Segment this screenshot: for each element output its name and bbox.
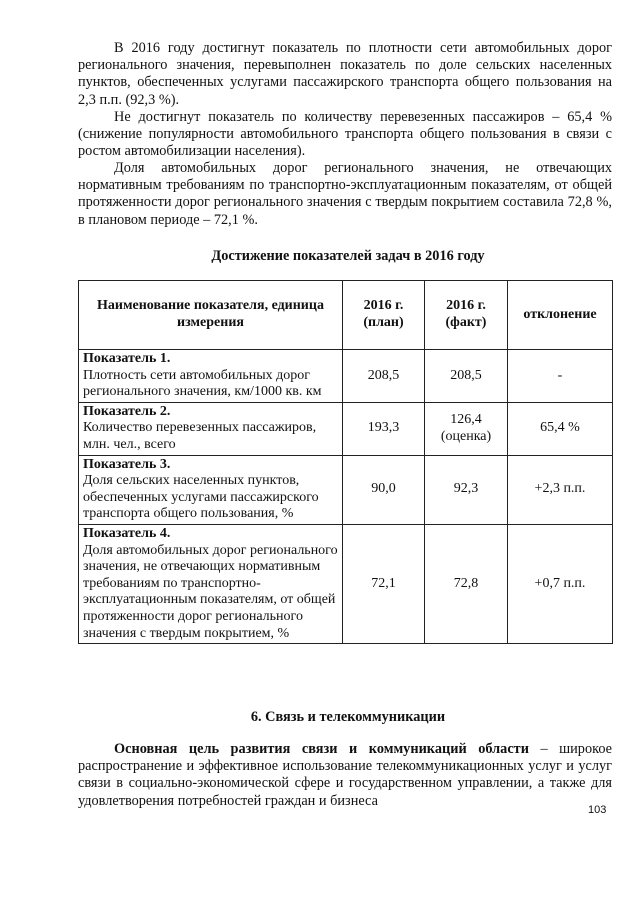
paragraph-roads-density: [78, 40, 612, 109]
indicator-name-cell: [79, 524, 343, 643]
paragraph-telecom-goal: [78, 741, 612, 810]
table-row: [79, 350, 613, 403]
deviation-value: +2,3 п.п.: [508, 455, 613, 524]
table-row: [79, 402, 613, 455]
indicator-description: Плотность сети автомобильных дорог регионального значения, км/1000 кв. км: [83, 367, 322, 400]
fact-value: 208,5: [425, 350, 508, 403]
paragraph-passengers: [78, 109, 612, 161]
indicator-label: Показатель 4.: [83, 525, 171, 541]
fact-value: 72,8: [425, 524, 508, 643]
deviation-value: -: [508, 350, 613, 403]
plan-value: 72,1: [343, 524, 425, 643]
telecom-goal-text: – широкое распространение и эффективное использование телекоммуникационных услуг и услуг связи в социально-экономической сфере и государственном управлении, а также для удовлетворения потребностей граждан и бизнеса: [78, 741, 612, 809]
plan-value: 208,5: [343, 350, 425, 403]
section-title: 6. Связь и телекоммуникации: [250, 709, 446, 725]
indicator-label: Показатель 1.: [83, 351, 171, 366]
indicator-description: Количество перевезенных пассажиров, млн. чел., всего: [83, 420, 317, 452]
table-row: [79, 524, 613, 643]
indicators-table: [78, 280, 613, 644]
telecom-goal-lead: Основная цель развития связи и коммуникаций области: [114, 741, 529, 757]
indicator-label: Показатель 2.: [83, 403, 171, 419]
fact-value: 92,3: [425, 455, 508, 524]
paragraph-text: В 2016 году достигнут показатель по плотности сети автомобильных дорог регионального значения, перевыполнен показатель по доле сельских населенных пунктов, обеспеченных услугами пассажирского транспорта общего пользования на 2,3 п.п. (92,3 %).: [78, 40, 612, 108]
page-number: 103: [588, 804, 607, 816]
header-plan: 2016 г. (план): [343, 281, 425, 350]
header-deviation: отклонение: [508, 281, 613, 350]
indicator-name-cell: [79, 402, 343, 455]
indicator-label: Показатель 3.: [83, 456, 171, 472]
indicator-description: Доля автомобильных дорог регионального значения, не отвечающих нормативным требованиям по транспортно-эксплуатационным показателям, от общей протяженности дорог регионального значения с твердым покрытием, %: [83, 542, 338, 641]
plan-value: 193,3: [343, 402, 425, 455]
deviation-value: +0,7 п.п.: [508, 524, 613, 643]
table-title: Достижение показателей задач в 2016 году: [211, 248, 485, 264]
paragraph-road-share: [78, 160, 612, 229]
fact-value: 126,4 (оценка): [425, 402, 508, 455]
indicator-description: Доля сельских населенных пунктов, обеспеченных услугами пассажирского транспорта общего пользования, %: [83, 473, 319, 522]
paragraph-text: Не достигнут показатель по количеству перевезенных пассажиров – 65,4 % (снижение популярности автомобильного транспорта общего пользования в связи с ростом автомобилизации населения).: [78, 109, 612, 160]
paragraph-text: Доля автомобильных дорог регионального значения, не отвечающих нормативным требованиям по транспортно-эксплуатационным показателям, от общей протяженности дорог регионального значения с твердым покрытием составила 72,8 %, в плановом периоде – 72,1 %.: [78, 160, 612, 228]
plan-value: 90,0: [343, 455, 425, 524]
table-row: [79, 455, 613, 524]
indicator-name-cell: [79, 350, 343, 403]
indicator-name-cell: [79, 455, 343, 524]
header-fact: 2016 г. (факт): [425, 281, 508, 350]
table-header-row: [79, 281, 613, 350]
deviation-value: 65,4 %: [508, 402, 613, 455]
header-name: Наименование показателя, единица измерения: [79, 281, 343, 350]
